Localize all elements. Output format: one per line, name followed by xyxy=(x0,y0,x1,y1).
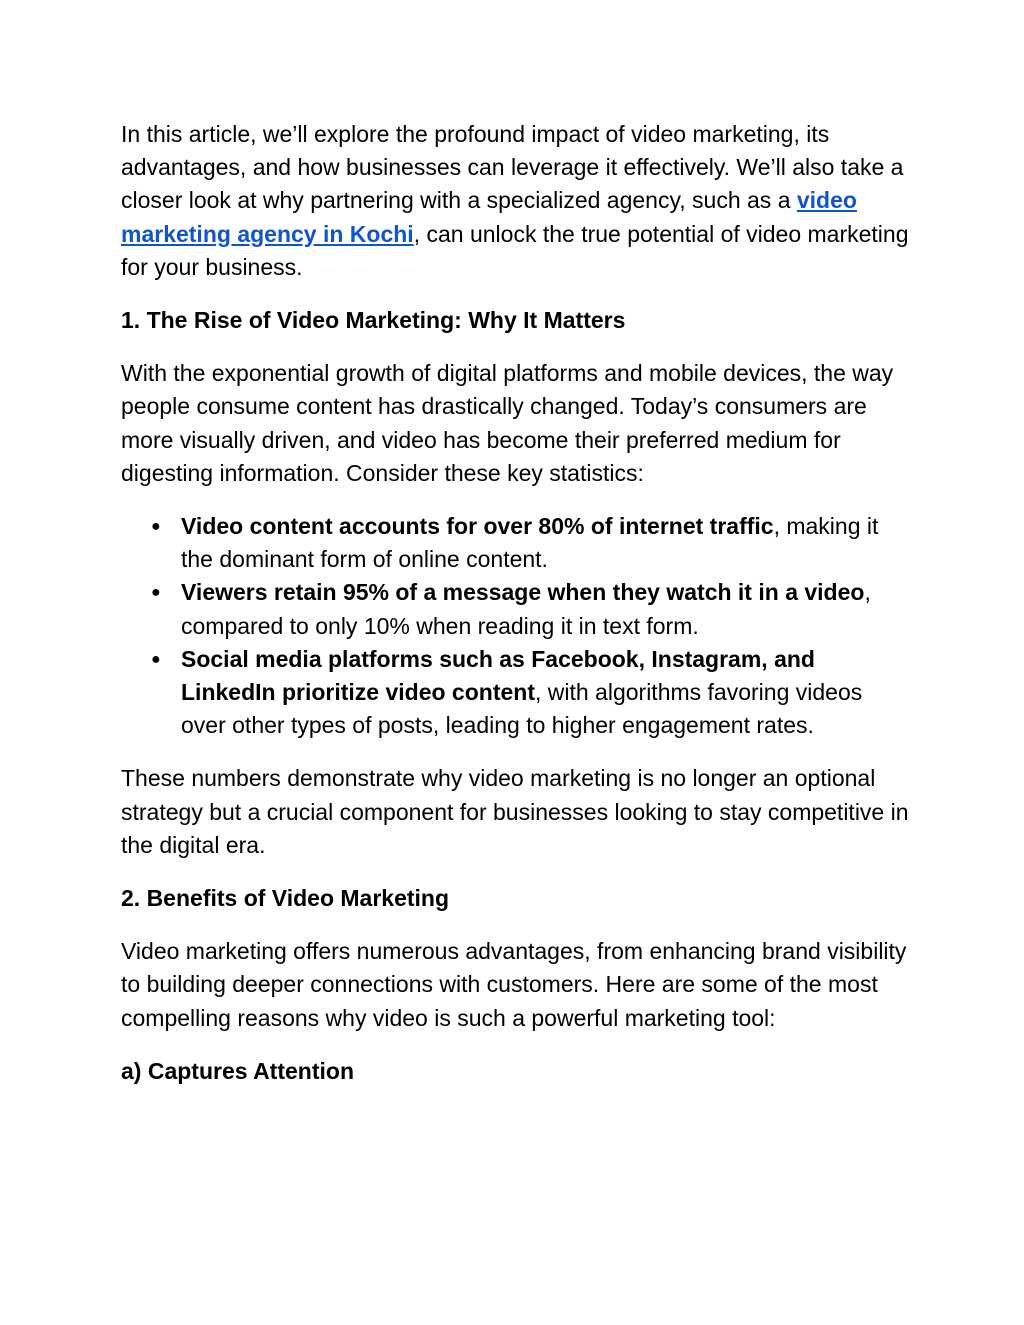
intro-text-before: In this article, we’ll explore the profound impact of video marketing, its advantages, and how businesses can leverage it effectively. We’ll also take a closer look at why partnering with a specialized agency, such as a xyxy=(121,121,904,214)
list-item xyxy=(121,643,911,743)
list-item-bold: Video content accounts for over 80% of internet traffic xyxy=(181,513,774,540)
list-item-text: , with algorithms favoring videos over other types of posts, leading to higher engagement rates. xyxy=(181,679,863,739)
section-1-closing-paragraph: These numbers demonstrate why video marketing is no longer an optional strategy but a crucial component for businesses looking to stay competitive in the digital era. xyxy=(121,765,909,858)
section-1-paragraph: With the exponential growth of digital platforms and mobile devices, the way people consume content has drastically changed. Today’s consumers are more visually driven, and video has become their preferred medium for digesting information. Consider these key statistics: xyxy=(121,360,894,486)
list-item xyxy=(121,510,911,576)
bullet-icon: ● xyxy=(151,650,161,668)
statistics-list xyxy=(121,510,911,742)
list-item-bold: Social media platforms such as Facebook, Instagram, and LinkedIn prioritize video content xyxy=(181,645,815,706)
subsection-a-heading: a) Captures Attention xyxy=(121,1057,354,1084)
section-2-heading: 2. Benefits of Video Marketing xyxy=(121,885,450,912)
section-1-heading: 1. The Rise of Video Marketing: Why It Matters xyxy=(121,307,626,334)
bullet-icon: ● xyxy=(151,518,161,536)
list-item-bold: Viewers retain 95% of a message when they watch it in a video xyxy=(181,579,865,606)
list-item-text: , making it the dominant form of online content. xyxy=(181,513,879,573)
intro-text-after: , can unlock the true potential of video marketing for your business. xyxy=(121,220,909,280)
section-2-paragraph: Video marketing offers numerous advantages, from enhancing brand visibility to building deeper connections with customers. Here are some of the most compelling reasons why video is such a powerful marketing tool: xyxy=(121,938,907,1031)
document-page xyxy=(121,118,911,1108)
list-item xyxy=(121,576,911,642)
intro-paragraph xyxy=(121,118,911,284)
video-marketing-agency-link[interactable]: video marketing agency in Kochi xyxy=(121,187,857,247)
list-item-text: , compared to only 10% when reading it in text form. xyxy=(181,579,871,639)
bullet-icon: ● xyxy=(151,584,161,602)
